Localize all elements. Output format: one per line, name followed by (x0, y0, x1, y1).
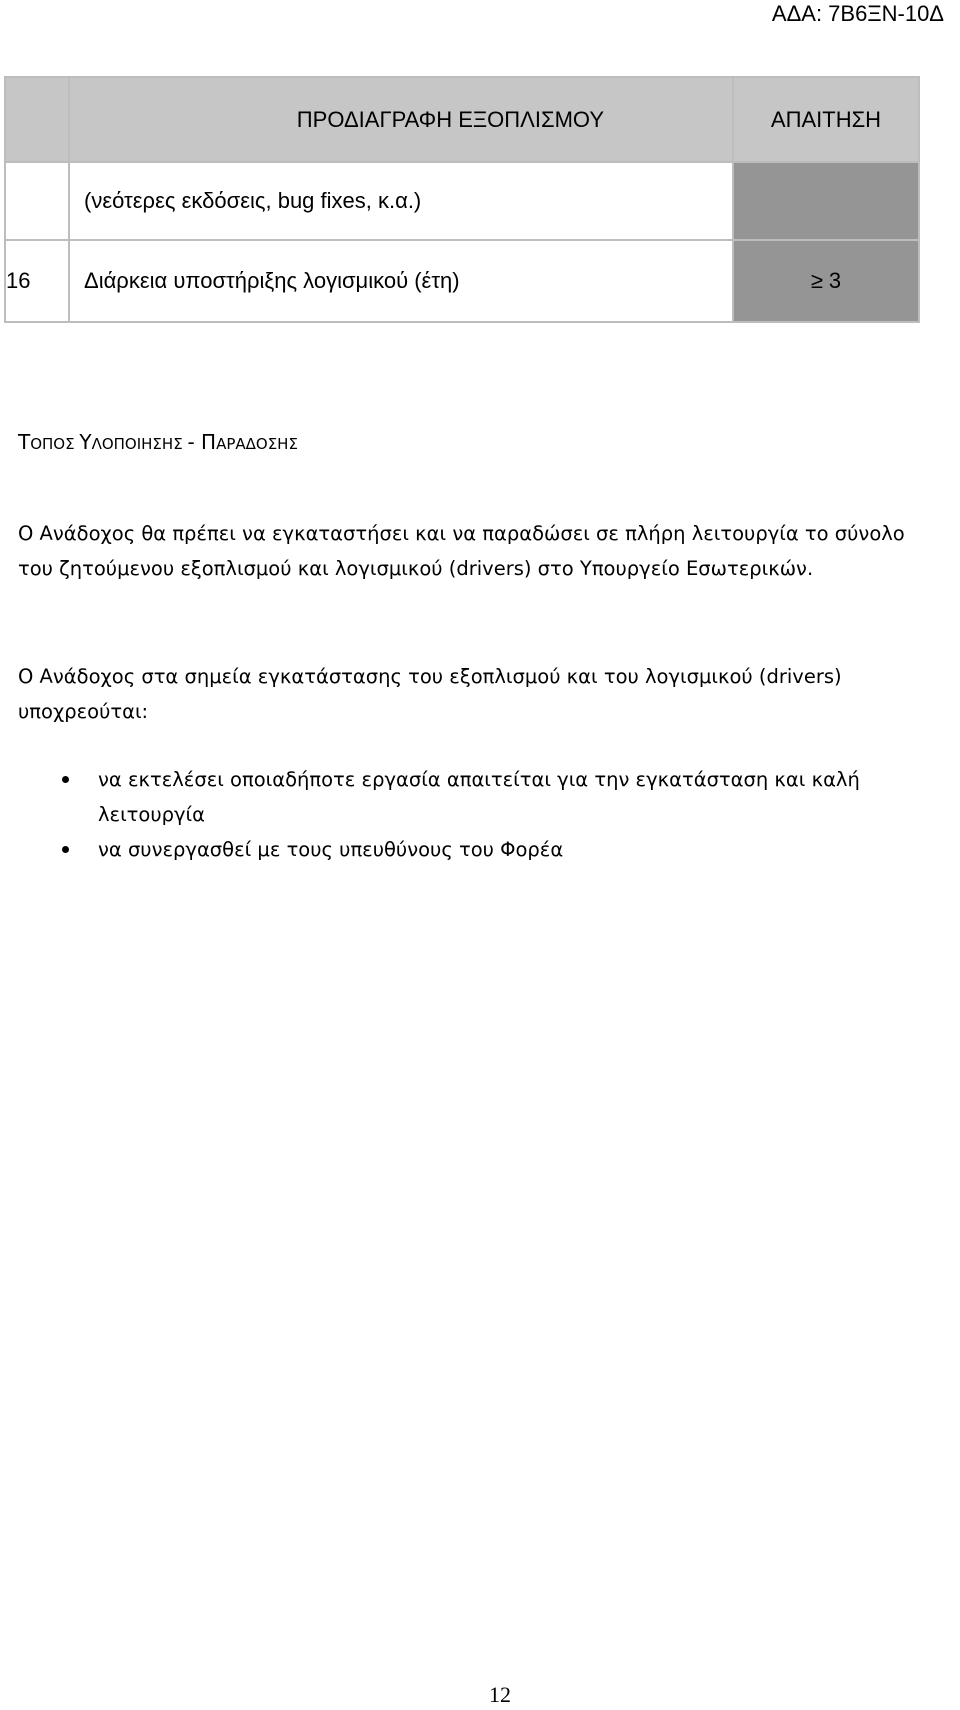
row-requirement-value: 3 (828, 268, 842, 293)
header-spec-label: ΠΡΟΔΙΑΓΡΑΦΗ ΕΞΟΠΛΙΣΜΟΥ (296, 106, 604, 132)
paragraph-obligations: Ο Ανάδοχος στα σημεία εγκατάστασης του εξοπλισμού και του λογισμικού (drivers) υποχρεούται: (18, 665, 842, 723)
row-description: (νεότερες εκδόσεις, bug fixes, κ.α.) (84, 188, 422, 213)
paragraph-installation: Ο Ανάδοχος θα πρέπει να εγκαταστήσει και να παραδώσει σε πλήρη λειτουργία το σύνολο του ζητούμενου εξοπλισμού και λογισμικού (drivers) στο Υπουργείο Εσωτερικών. (18, 522, 905, 580)
section-heading: ΤΟΠΟΣ ΥΛΟΠΟΙΗΣΗΣ - ΠΑΡΑΔΟΣΗΣ (18, 430, 298, 454)
header-spec-cell (69, 77, 733, 162)
table-row (5, 162, 919, 240)
bullet-icon (62, 776, 69, 783)
specification-table (4, 76, 920, 323)
obligations-list (18, 762, 938, 867)
document-code: ΑΔΑ: 7Β6ΞΝ-10Δ (771, 1, 944, 26)
row-number-cell (5, 162, 69, 240)
page-number: 12 (489, 1682, 511, 1707)
row-number: 16 (5, 240, 69, 322)
row-description-cell (69, 162, 733, 240)
row-requirement-cell (733, 162, 919, 240)
list-item: να εκτελέσει οποιαδήποτε εργασία απαιτείται για την εγκατάσταση και καλή λειτουργία (18, 762, 938, 832)
bullet-icon (62, 846, 69, 853)
row-description: Διάρκεια υποστήριξης λογισμικού (έτη) (84, 268, 460, 293)
row-description-cell (69, 240, 733, 322)
row-requirement-cell (733, 240, 919, 322)
table-row (5, 240, 919, 322)
table-header-row (5, 77, 919, 162)
list-item: να συνεργασθεί με τους υπευθύνους του Φορέα (18, 832, 938, 867)
greater-equal-symbol: ≥ (810, 268, 823, 293)
header-req-label: ΑΠΑΙΤΗΣΗ (733, 77, 919, 162)
header-number-cell (5, 77, 69, 162)
